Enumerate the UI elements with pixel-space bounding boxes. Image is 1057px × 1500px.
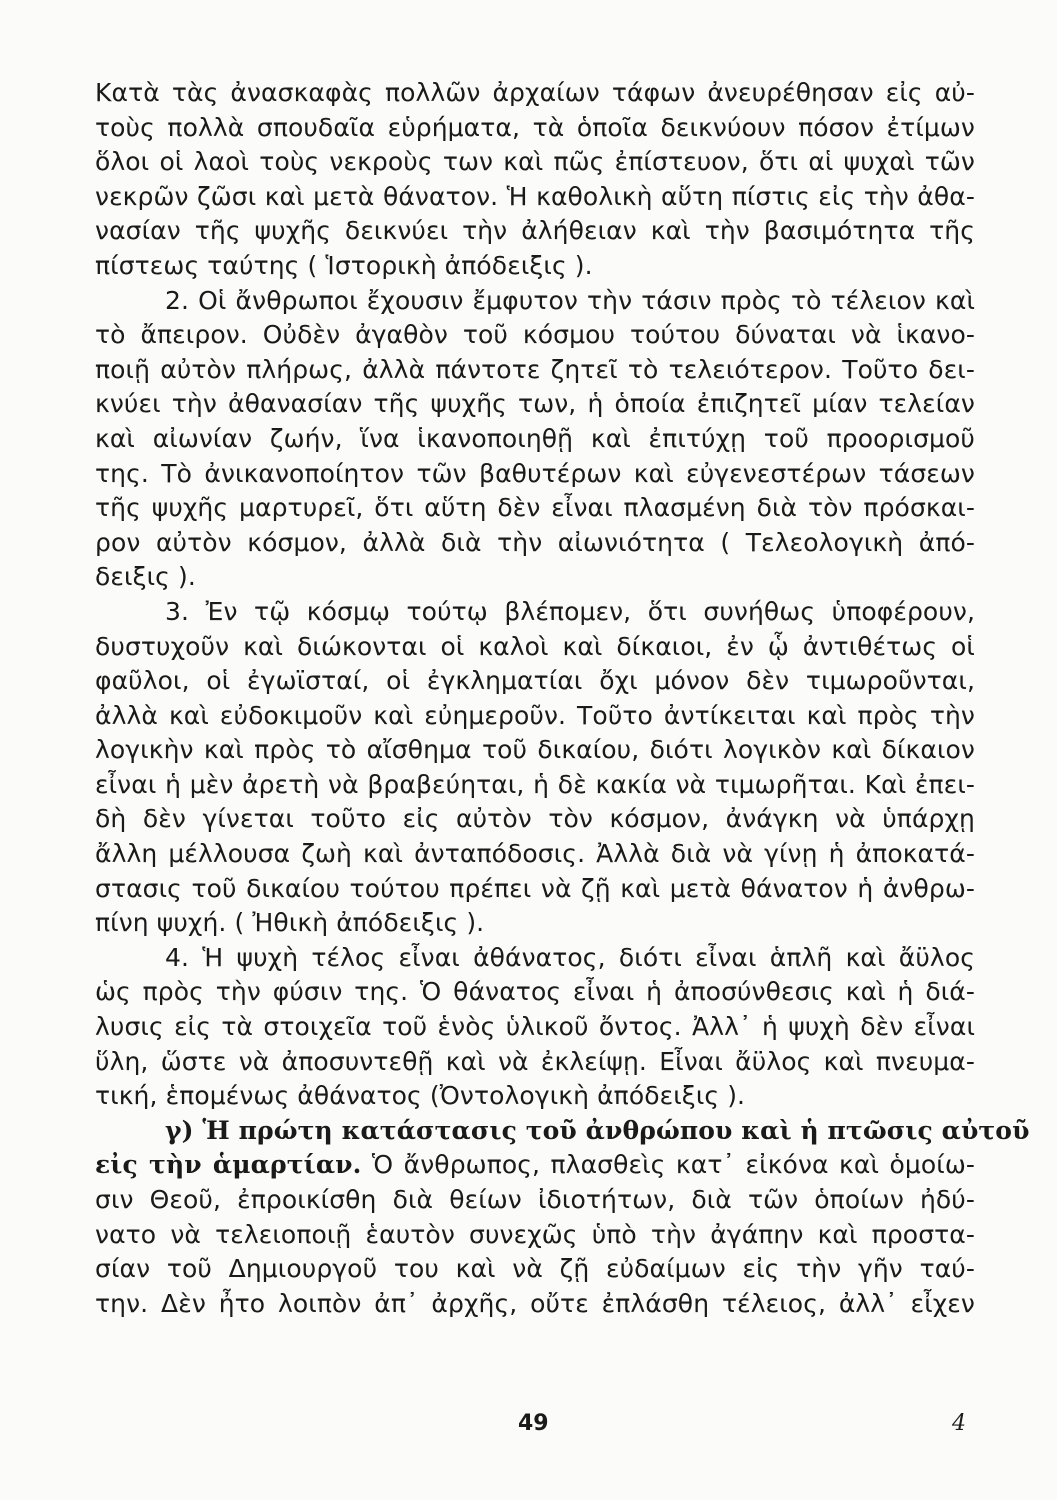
paragraph-start: 2. Οἱ ἄνθρωποι ἔχουσιν ἔμφυτον τὴν τάσιν πρὸς τὸ τέλειον καὶ [165,285,975,315]
text-line: ρον αὐτὸν κόσμον, ἀλλὰ διὰ τὴν αἰωνιότητα ( Τελεολογικὴ ἀπό- [95,527,975,557]
text-line: εἶναι ἡ μὲν ἀρετὴ νὰ βραβεύηται, ἡ δὲ κακία νὰ τιμωρῆται. Καὶ ἐπει- [95,769,975,799]
text-line: δὴ δὲν γίνεται τοῦτο εἰς αὐτὸν τὸν κόσμον, ἀνάγκη νὰ ὑπάρχῃ [95,804,975,834]
text-line: τῆς ψυχῆς μαρτυρεῖ, ὅτι αὕτη δὲν εἶναι πλασμένη διὰ τὸν πρόσκαι- [95,493,975,523]
text-line: τὸ ἄπειρον. Οὐδὲν ἀγαθὸν τοῦ κόσμου τούτου δύναται νὰ ἱκανο- [95,320,975,350]
section-heading-continued [95,1148,975,1183]
page-body [95,76,1030,1321]
text-line: τική, ἑπομένως ἀθάνατος (Ὀντολογικὴ ἀπόδειξις ). [95,1081,746,1111]
text-line: σιν Θεοῦ, ἐπροικίσθη διὰ θείων ἰδιοτήτων, διὰ τῶν ὁποίων ἠδύ- [95,1185,975,1214]
text-line: νεκρῶν ζῶσι καὶ μετὰ θάνατον. Ἡ καθολικὴ αὕτη πίστις εἰς τὴν ἀθα- [95,181,975,211]
text-line: ὡς πρὸς τὴν φύσιν της. Ὁ θάνατος εἶναι ἡ ἀποσύνθεσις καὶ ἡ διά- [95,977,975,1007]
text-line: πίνη ψυχή. ( Ἠθικὴ ἀπόδειξις ). [95,908,485,938]
text-line: πίστεως ταύτης ( Ἱστορικὴ ἀπόδειξις ). [95,250,593,280]
text-line: την. Δὲν ἦτο λοιπὸν ἀπ᾽ ἀρχῆς, οὔτε ἐπλάσθη τέλειος, ἀλλ᾽ εἶχεν [95,1288,975,1318]
text-line: ὅλοι οἱ λαοὶ τοὺς νεκροὺς των καὶ πῶς ἐπίστευον, ὅτι αἱ ψυχαὶ τῶν [95,147,975,177]
text-line: Κατὰ τὰς ἀνασκαφὰς πολλῶν ἀρχαίων τάφων ἀνευρέθησαν εἰς αὐ- [95,78,975,107]
paragraph-start: 3. Ἐν τῷ κόσμῳ τούτῳ βλέπομεν, ὅτι συνήθως ὑποφέρουν, [165,596,975,626]
paragraph-start: 4. Ἡ ψυχὴ τέλος εἶναι ἀθάνατος, διότι εἶναι ἁπλῆ καὶ ἄϋλος [165,942,975,972]
text-line: ποιῇ αὐτὸν πλήρως, ἀλλὰ πάντοτε ζητεῖ τὸ τελειότερον. Τοῦτο δει- [95,354,975,384]
text-line: της. Τὸ ἀνικανοποίητον τῶν βαθυτέρων καὶ εὐγενεστέρων τάσεων [95,458,975,488]
text-line: ὕλη, ὥστε νὰ ἀποσυντεθῇ καὶ νὰ ἐκλείψῃ. Εἶναι ἄϋλος καὶ πνευμα- [95,1046,975,1076]
text-line: στασις τοῦ δικαίου τούτου πρέπει νὰ ζῇ καὶ μετὰ θάνατον ἡ ἀνθρω- [95,873,975,903]
page-number: 49 [518,1411,549,1436]
section-heading: γ) Ἡ πρώτη κατάστασις τοῦ ἀνθρώπου καὶ ἡ πτῶσις αὐτοῦ [165,1115,1030,1145]
text-line: ἄλλη μέλλουσα ζωὴ καὶ ἀνταπόδοσις. Ἀλλὰ διὰ νὰ γίνῃ ἡ ἀποκατά- [95,839,975,869]
text-line: ἀλλὰ καὶ εὐδοκιμοῦν καὶ εὐημεροῦν. Τοῦτο ἀντίκειται καὶ πρὸς τὴν [95,700,975,730]
text-line: φαῦλοι, οἱ ἐγωϊσταί, οἱ ἐγκληματίαι ὄχι μόνον δὲν τιμωροῦνται, [95,666,975,696]
section-heading-tail: εἰς τὴν ἁμαρτίαν. [95,1150,362,1180]
text-line: νατο νὰ τελειοποιῇ ἑαυτὸν συνεχῶς ὑπὸ τὴν ἀγάπην καὶ προστα- [95,1219,975,1249]
text-line: λυσις εἰς τὰ στοιχεῖα τοῦ ἑνὸς ὑλικοῦ ὄντος. Ἀλλ᾽ ἡ ψυχὴ δὲν εἶναι [95,1012,975,1042]
text-line: σίαν τοῦ Δημιουργοῦ του καὶ νὰ ζῇ εὐδαίμων εἰς τὴν γῆν ταύ- [95,1254,975,1284]
text-line: δυστυχοῦν καὶ διώκονται οἱ καλοὶ καὶ δίκαιοι, ἐν ᾧ ἀντιθέτως οἱ [95,631,975,661]
text-line: νασίαν τῆς ψυχῆς δεικνύει τὴν ἀλήθειαν καὶ τὴν βασιμότητα τῆς [95,216,975,246]
signature-mark: 4 [952,1411,966,1436]
text-line: τοὺς πολλὰ σπουδαῖα εὑρήματα, τὰ ὁποῖα δεικνύουν πόσον ἐτίμων [95,112,975,142]
text-line: δειξις ). [95,562,196,592]
text-fragment: Ὁ ἄνθρωπος, πλασθεὶς κατ᾽ εἰκόνα καὶ ὁμοίω- [361,1150,975,1180]
text-line: λογικὴν καὶ πρὸς τὸ αἴσθημα τοῦ δικαίου, διότι λογικὸν καὶ δίκαιον [95,735,975,765]
text-line: καὶ αἰωνίαν ζωήν, ἵνα ἱκανοποιηθῇ καὶ ἐπιτύχῃ τοῦ προορισμοῦ [95,423,975,453]
text-line: κνύει τὴν ἀθανασίαν τῆς ψυχῆς των, ἡ ὁποία ἐπιζητεῖ μίαν τελείαν [95,389,975,419]
